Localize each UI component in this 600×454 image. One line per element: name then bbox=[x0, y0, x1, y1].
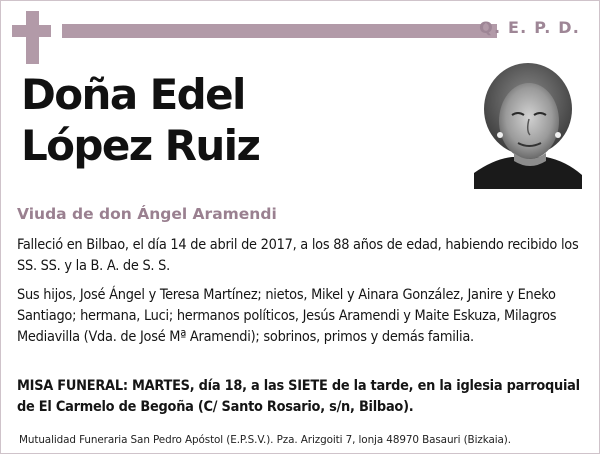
name-line-2: López Ruiz bbox=[21, 121, 260, 170]
name-line-1: Doña Edel bbox=[21, 70, 245, 119]
funeral-home-footer: Mutualidad Funeraria San Pedro Apóstol (E.P.S.V.). Pza. Arizgoiti 7, lonja 48970 Basauri (Bizkaia). bbox=[19, 434, 511, 446]
deceased-name bbox=[21, 69, 259, 171]
funeral-mass-notice: MISA FUNERAL: MARTES, día 18, a las SIETE de la tarde, en la iglesia parroquial de El Carmelo de Begoña (C/ Santo Rosario, s/n, Bilbao). bbox=[17, 378, 580, 415]
qepd-label: Q. E. P. D. bbox=[479, 18, 580, 37]
header-bar bbox=[62, 24, 497, 38]
death-announcement: Falleció en Bilbao, el día 14 de abril de 2017, a los 88 años de edad, habiendo recibido los SS. SS. y la B. A. de S. S. bbox=[17, 237, 579, 274]
widow-subtitle: Viuda de don Ángel Aramendi bbox=[17, 205, 277, 223]
family-members: Sus hijos, José Ángel y Teresa Martínez; nietos, Mikel y Ainara González, Janire y Eneko Santiago; hermana, Luci; hermanos políticos, Jesús Aramendi y Maite Eskuza, Milagros Mediavilla (Vda. de José Mª Aramendi); sobrinos, primos y demás familia. bbox=[17, 287, 557, 345]
portrait-photo bbox=[474, 61, 582, 189]
